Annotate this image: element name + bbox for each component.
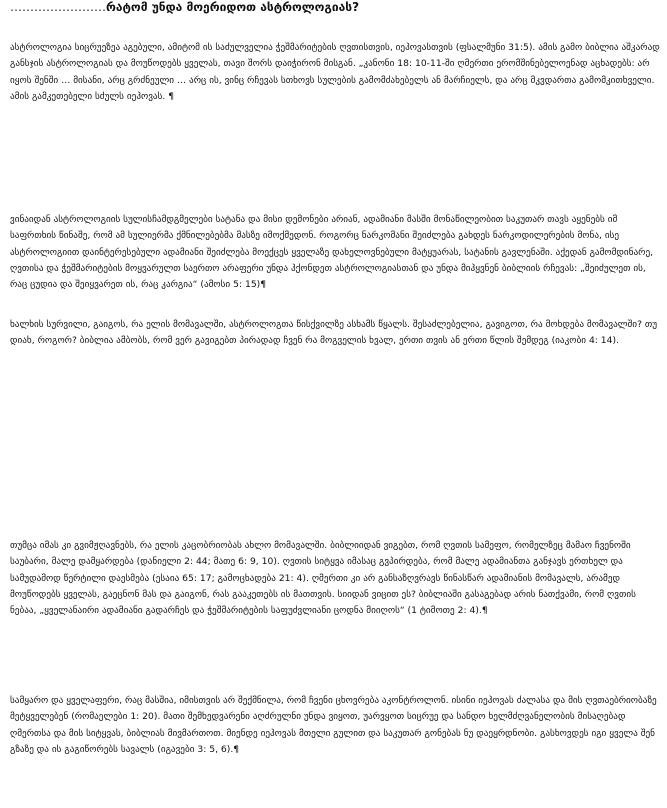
page-title (10, 0, 650, 18)
title-leader-dots: …………………… (10, 0, 106, 14)
paragraph-1: ასტროლოგია სიცრუეზეა აგებული, ამიტომ ის საძულველია ჭეშმარიტების ღვთისთვის, იეჰოვასთვის (ფსალმუნი 31:5). ამის გამო ბიბლია აშკარად განსჯის ასტროლოგიას და მოუწოდებს ყველას, თავი შორს დაიჭირონ მისგან. „კანონი 18: 10-11-ში ღმერთი ერომშინებელოენად აცხადებს: არ იყოს შენში … მისანი, არც გრძნეული … არც ის, ვინც რჩევას სთხოვს სულების გამომძახებელს ან მარჩიელს, და არც მკვდართა გამომკითხველი. ამის გამკეთებელი სძულს იეჰოვას. ¶ (10, 42, 660, 102)
title-text: რატომ უნდა მოერიდოთ ასტროლოგიას? (106, 0, 360, 14)
paragraph-4: თუმცა იმას კი გვიმჟღავნებს, რა ელის კაცობრიობას ახლო მომავალში. ბიბლიიდან ვიგებთ, რომ ღვთის სამეფო, რომელზეც მამაო ჩვენოში საუბარი, მალე დამყარდება (დანიელი 2: 44; მათე 6: 9, 10). ღვთის სიტყვა იმასაც გვპირდება, რომ მალე ადამიანთა განჯავს ერთხელ და სამუდამოდ წერტილი დაესმება (ესაია 65: 17; გამოცხადება 21: 4). ღმერთი კი არ განსაზღვრავს წინასწარ ადამიანის მომავალს, არამედ მოუწოდებს ყველას, გაეცნონ მას და გაიგონ, რას გააკეთებს ის მათთვის. სიიდან ვიცით ეს? ბიბლიაში გასაგებად არის ნათქვამი, რომ ღვთის ნებაა, „ყველანაირი ადამიანი გადარჩეს და ჭეშმარიტების საფუძვლიანი ცოდნა მიიღოს“ (1 ტიმოთე 2: 4).¶ (10, 540, 636, 617)
paragraph-3: ხალხის სურვილი, გაიგოს, რა ელის მომავალში, ასტროლოგთა წისქვილზე ასხამს წყალს. შესაძლებელია, გავიგოთ, რა მოხდება მომავალში? თუ დიახ, როგორ? ბიბლია ამბობს, რომ ვერ გავიგებთ პირადად ჩვენ რა მოგველის ხვალ, ერთი თვის ან ერთი წლის შემდეგ (იაკობი 4: 14). (10, 319, 658, 347)
paragraph-5: სამყარო და ყველაფერი, რაც მასშია, იმისთვის არ შექმნილა, რომ ჩვენი ცხოვრება აკონტროლონ. ისინი იეჰოვას ძალასა და მის ღვთაებრიობაზე მეტყველებენ (რომაელები 1: 20). მათი შემხედვარენი აღძრულნი უნდა ვიყოთ, უარვყოთ სიცრუე და სანდო ხელმძღვანელობის მისაღებად ღმერთსა და მის სიტყვას, ბიბლიას მივმართოთ. მიენდე იეჰოვას მთელი გულით და საკუთარ გონებას ნუ დაეყრდნობი. გასხოვდეს იგი ყველა შენ გზაზე და ის გაგიწორებს სავალს (იგავები 3: 5, 6).¶ (10, 695, 657, 755)
paragraph-2: ვინაიდან ასტროლოგიის სულისჩამდგმელები სატანა და მისი დემონები არიან, ადამიანი მასში მონაწილეობით საკუთარ თავს აყენებს იმ საფრთხის წინაშე, რომ ამ სულიერმა ქმნილებებმა მასზე იმოქმედონ. როგორც ნარკომანი შეიძლება გახდეს ნარკოდილერების მონა, ისე ასტროლოგიით დაინტერესებული ადამიანი შეიძლება მოექცეს ყველაზე დახელოვნებული მატყუარას, სატანის გავლენაში. აქედან გამომდინარე, ღვთისა და ჭეშმარიტების მოყვარულთ საერთო არაფერი უნდა ჰქონდეთ ასტროლოგიასთან და უნდა მიჰყვნენ ბიბლიის რჩევას: „შეიძულეთ ის, რაც ცუდია და შეიყვარეთ ის, რაც კარგია“ (ამოსი 5: 15)¶ (10, 214, 654, 291)
